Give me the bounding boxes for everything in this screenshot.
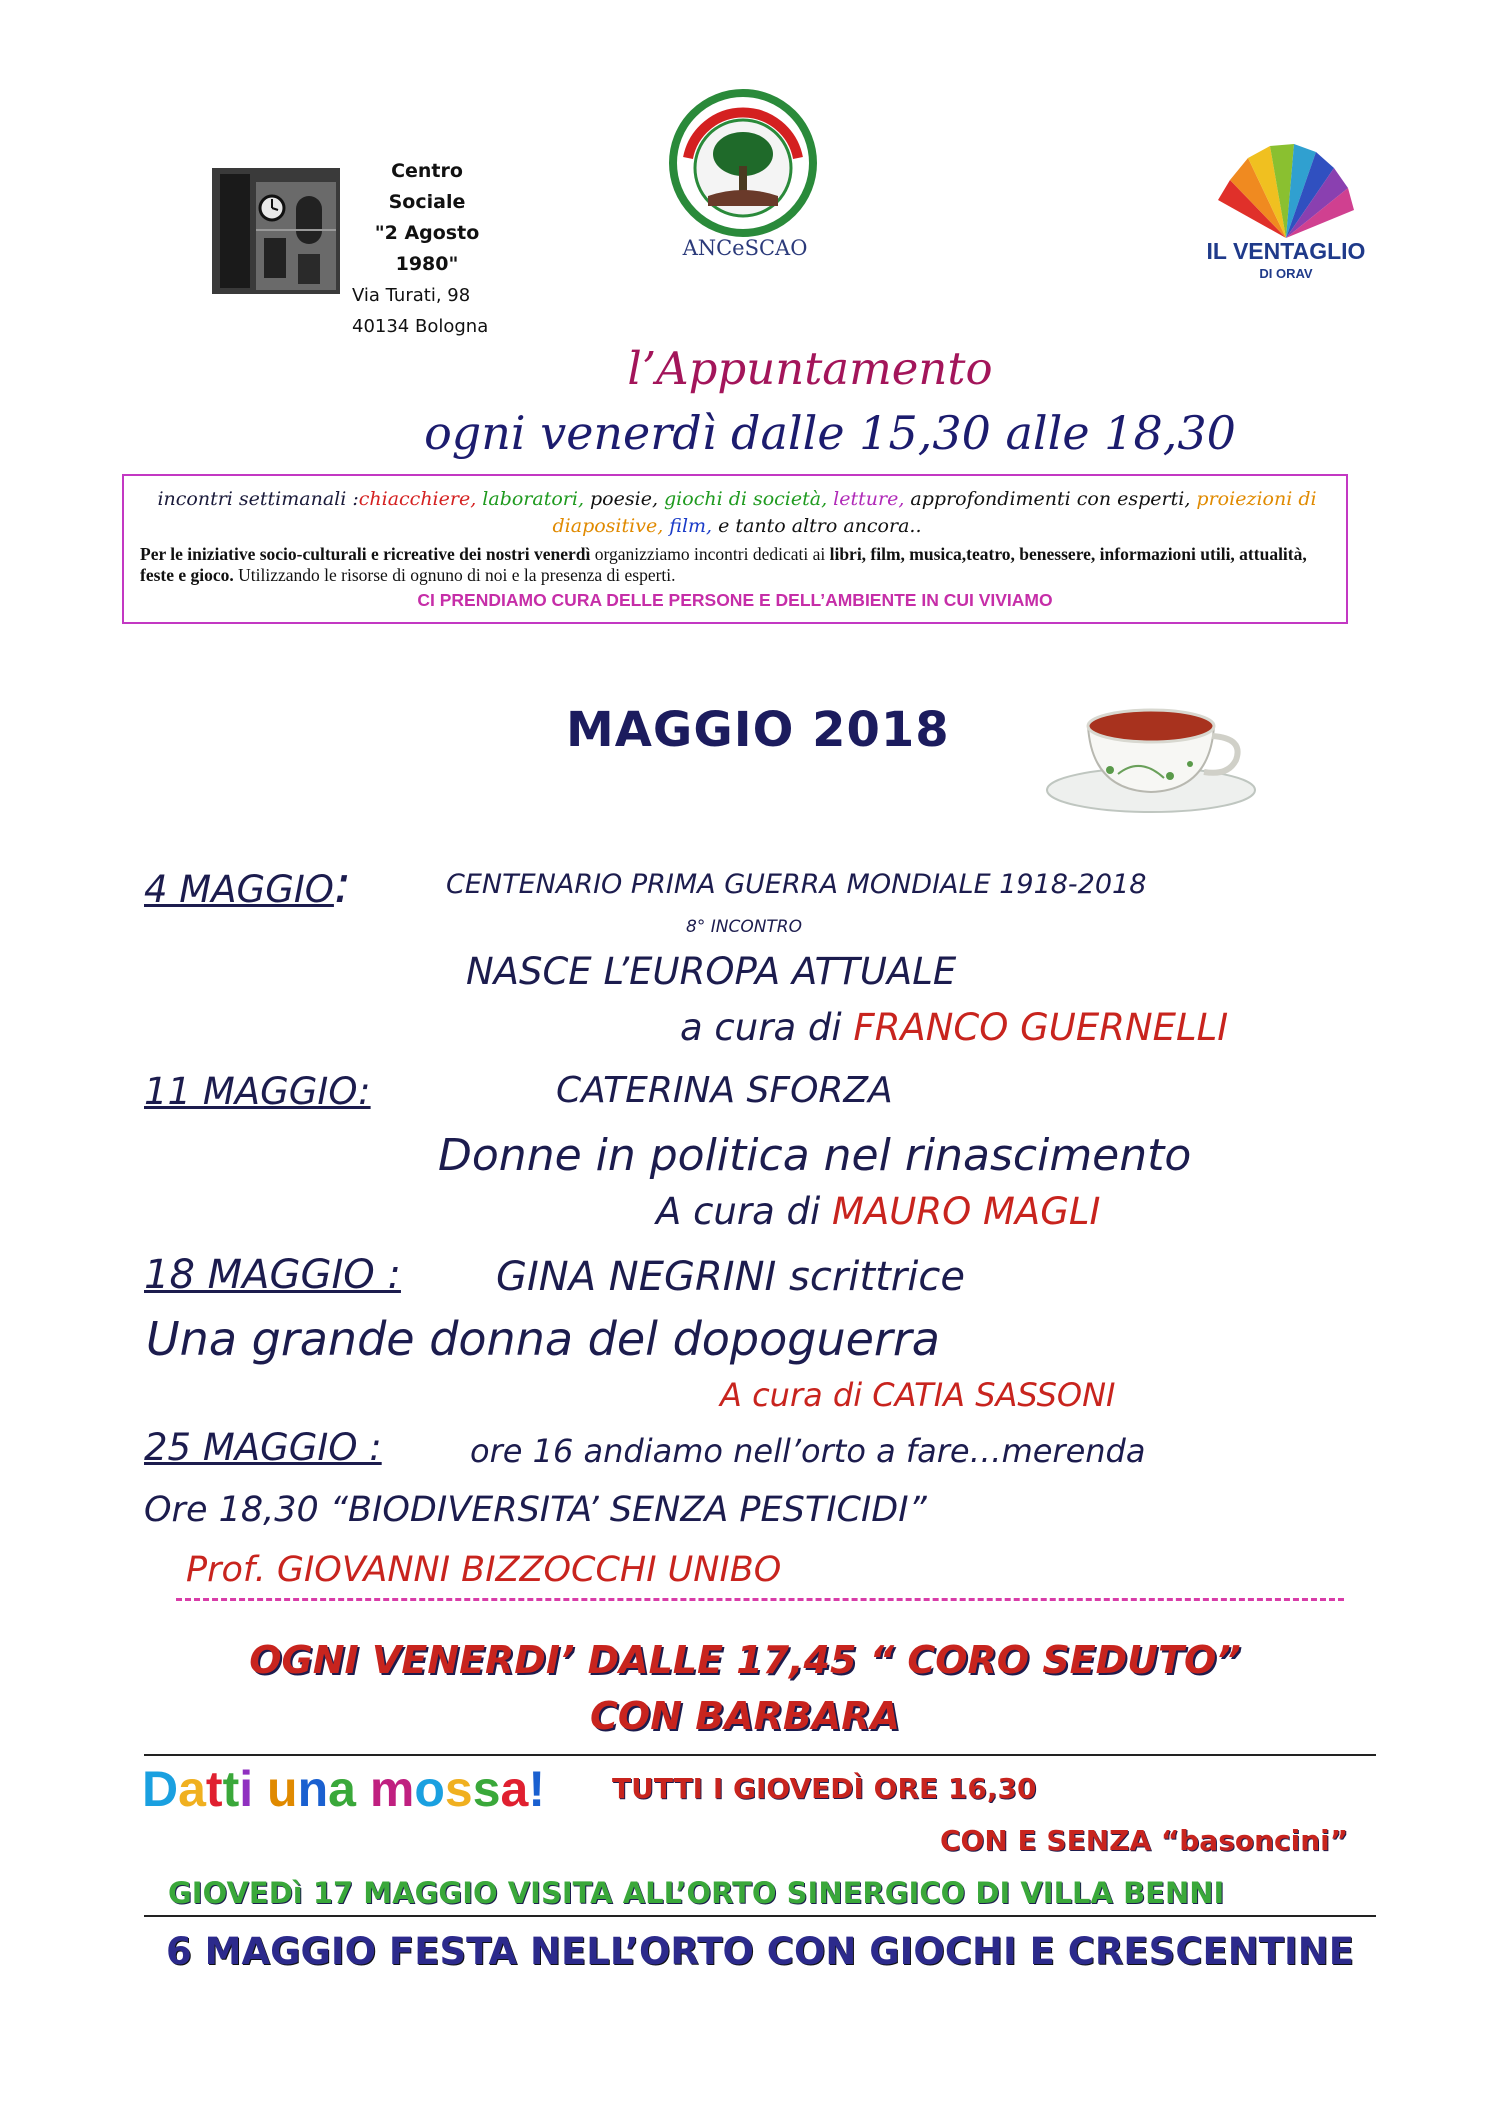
teacup-image [1040,686,1262,818]
event-4-speaker: Prof. GIOVANNI BIZZOCCHI UNIBO [186,1550,782,1590]
intro-body-b: organizziamo incontri dedicati ai [590,544,830,564]
centro-city: 40134 Bologna [352,316,489,337]
centro-sociale-address [352,156,502,342]
intro-body-a: Per le iniziative socio-culturali e ricreative dei nostri venerdì [140,544,591,564]
centro-sociale-logo [212,168,340,294]
intro-body [140,544,1340,586]
event-3-date: 18 MAGGIO : [144,1252,401,1298]
event-2-speaker: A cura di MAURO MAGLI [656,1190,1101,1233]
intro-item: chiacchiere, [358,488,477,510]
month-heading: MAGGIO 2018 [566,702,950,758]
event-1-title: CENTENARIO PRIMA GUERRA MONDIALE 1918-2018 [446,869,1147,900]
datti-letter: o [414,1761,445,1817]
ancescao-name: ANCeSCAO [682,236,808,260]
ancescao-logo [668,88,818,238]
datti-letter: a [178,1761,206,1817]
motto: CI PRENDIAMO CURA DELLE PERSONE E DELL’AMBIENTE IN CUI VIVIAMO [417,590,1053,610]
coro-seduto-line: OGNI VENERDI’ DALLE 17,45 “ CORO SEDUTO” [249,1638,1241,1682]
datti-letter: i [239,1761,254,1817]
basoncini-note: CON E SENZA “basoncini” [940,1824,1349,1857]
centro-line-1: Centro Sociale [388,160,466,213]
centro-street: Via Turati, 98 [352,285,471,306]
page-subtitle: ogni venerdì dalle 15,30 alle 18,30 [424,406,1236,460]
datti-una-mossa-logo [142,1760,545,1818]
event-1-speaker: a cura di FRANCO GUERNELLI [680,1006,1229,1049]
event-3-title: GINA NEGRINI scrittrice [496,1254,965,1300]
event-4-topic: Ore 18,30 “BIODIVERSITA’ SENZA PESTICIDI” [144,1490,927,1530]
intro-items [359,488,1317,537]
divider-line [144,1754,1376,1756]
datti-letter: s [444,1761,473,1817]
datti-letter: u [267,1761,298,1817]
datti-letter: a [500,1761,529,1817]
datti-letter [253,1761,267,1817]
datti-letter: D [142,1761,179,1817]
divider-line [144,1915,1376,1917]
intro-item: poesie, [583,488,658,510]
event-3-speaker: A cura di CATIA SASSONI [720,1376,1116,1414]
datti-letter: t [205,1761,223,1817]
event-2-date: 11 MAGGIO: [144,1070,371,1113]
datti-letter: ! [528,1761,545,1817]
coro-with-barbara: CON BARBARA [590,1694,900,1738]
ventaglio-logo [1212,140,1360,240]
datti-letter: m [369,1761,415,1817]
intro-item: film, [663,515,713,537]
intro-item: e tanto altro ancora.. [712,515,922,537]
page-title: l’Appuntamento [627,342,993,395]
event-4-title: ore 16 andiamo nell’orto a fare…merenda [470,1432,1146,1470]
intro-item: letture, [827,488,905,510]
centro-line-3: 1980" [395,253,459,275]
intro-body-d: Utilizzando le risorse di ognuno di noi e la presenza di esperti. [233,565,676,585]
intro-prefix: incontri settimanali : [157,488,359,510]
ventaglio-name: IL VENTAGLIO [1206,238,1366,264]
intro-body-c: libri, film, musica,teatro, benessere, informazioni utili, attualità, feste e gioco. [140,544,1307,585]
event-2-topic: Donne in politica nel rinascimento [438,1130,1192,1181]
datti-letter: s [472,1761,501,1817]
visit-announcement: GIOVEDì 17 MAGGIO VISITA ALL’ORTO SINERGICO DI VILLA BENNI [168,1876,1225,1910]
festa-announcement: 6 MAGGIO FESTA NELL’ORTO CON GIOCHI E CRESCENTINE [166,1930,1354,1973]
intro-item: laboratori, [476,488,584,510]
event-3-topic: Una grande donna del dopoguerra [146,1312,940,1366]
event-1-subtitle: 8° INCONTRO [686,917,802,937]
event-1-topic: NASCE L’EUROPA ATTUALE [466,950,957,993]
event-2-title: CATERINA SFORZA [556,1070,893,1111]
intro-activities [132,486,1342,540]
datti-letter: t [222,1761,240,1817]
event-1-date: 4 MAGGIO: [144,855,352,915]
intro-item: proiezioni di diapositive, [552,488,1317,537]
ventaglio-subname: DI ORAV [1259,266,1313,281]
thursday-schedule: TUTTI I GIOVEDÌ ORE 16,30 [612,1772,1037,1805]
intro-item: approfondimenti con esperti, [904,488,1191,510]
datti-letter: a [328,1761,356,1817]
centro-line-2: "2 Agosto [374,222,480,244]
dashed-divider [176,1598,1344,1601]
event-4-date: 25 MAGGIO : [144,1426,382,1469]
intro-item: giochi di società, [657,488,828,510]
datti-letter: n [297,1761,329,1817]
datti-letter [356,1761,370,1817]
